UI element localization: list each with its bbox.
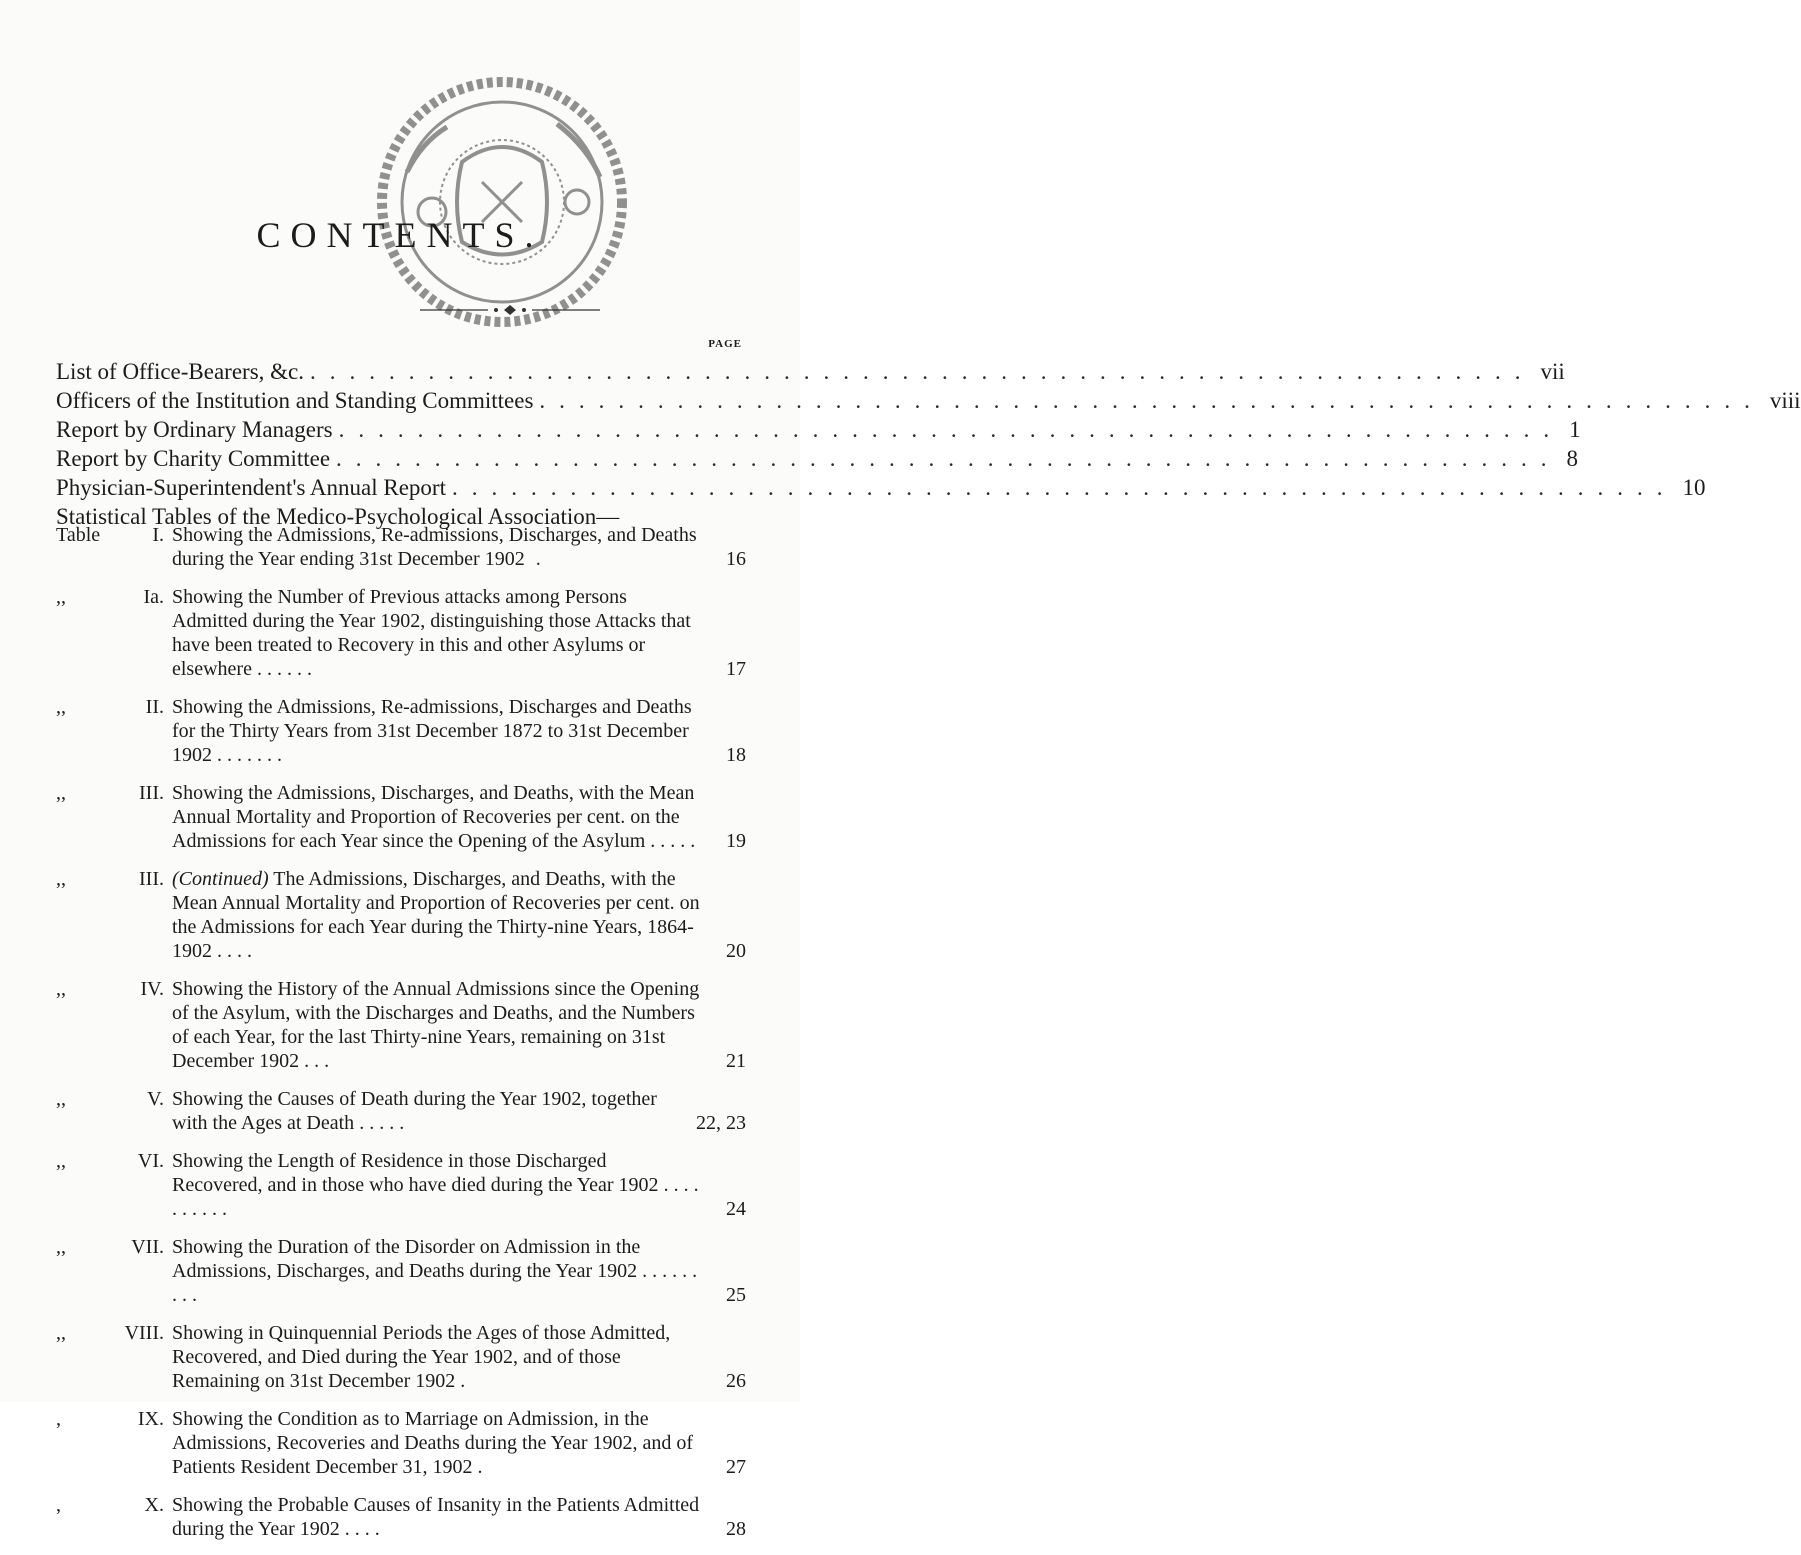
contents-entry (56, 473, 1706, 502)
table-entry (56, 977, 746, 1073)
entry-page: 26 (726, 1370, 746, 1392)
contents-entry (56, 415, 1581, 444)
table-entry (56, 695, 746, 767)
contents-entry (56, 386, 1801, 415)
table-numeral: II. (145, 696, 164, 718)
table-prefix: Table (56, 524, 101, 546)
entry-page: 17 (726, 658, 746, 680)
dot-leader: . . . . . . . . . . (172, 1174, 699, 1220)
table-prefix: , (56, 1494, 61, 1516)
divider-ornament-icon (420, 304, 600, 316)
entry-page: 22, 23 (696, 1112, 746, 1134)
table-numeral: VI. (137, 1150, 164, 1172)
dot-leader: . (477, 1456, 483, 1478)
table-entry (56, 1149, 746, 1221)
entry-label: Officers of the Institution and Standing Committees (56, 388, 534, 413)
table-numeral: VIII. (124, 1322, 164, 1344)
page-title: CONTENTS. (256, 215, 544, 255)
table-description (172, 523, 702, 571)
entry-page: 28 (726, 1518, 746, 1540)
entry-label: List of Office-Bearers, &c. (56, 359, 305, 384)
table-numeral: X. (144, 1494, 164, 1516)
table-entry (56, 1493, 746, 1541)
table-description (172, 977, 702, 1073)
table-description (172, 695, 702, 767)
dot-leader: . . . . (344, 1518, 380, 1540)
table-description (172, 1149, 702, 1221)
table-entry (56, 1321, 746, 1393)
table-entry (56, 1235, 746, 1307)
dot-leader: . (535, 548, 555, 570)
table-numeral: VII. (131, 1236, 164, 1258)
table-text: The Admissions, Discharges, and Deaths, with the Mean Annual Mortality and Proportion of Recoveries per cent. on the Admissions for each Year during the Thirty-nine Years, 1864-1902 (172, 868, 700, 962)
dot-leader: .............................................................. (310, 359, 1535, 384)
dot-leader: . . . . . . . (217, 744, 282, 766)
continued-label: (Continued) (172, 868, 269, 890)
dot-leader: . (460, 1370, 466, 1392)
entry-page: 18 (726, 744, 746, 766)
table-prefix: ,, (56, 782, 66, 804)
entry-page: 16 (726, 548, 746, 570)
table-text: Showing the Condition as to Marriage on Admission, in the Admissions, Recoveries and Deaths during the Year 1902, and of Patients Resident December 31, 1902 (172, 1408, 694, 1478)
table-text: Showing the Probable Causes of Insanity in the Patients Admitted during the Year 1902 (172, 1494, 700, 1540)
entry-page: 20 (726, 940, 746, 962)
table-numeral: V. (147, 1088, 164, 1110)
table-numeral: III. (139, 868, 164, 890)
table-numeral: IV. (140, 978, 164, 1000)
table-prefix: ,, (56, 1150, 66, 1172)
contents-entry (56, 444, 1579, 473)
table-prefix: ,, (56, 1088, 66, 1110)
entry-label: Report by Charity Committee (56, 446, 331, 471)
entry-page: vii (1540, 359, 1565, 384)
table-numeral: I. (152, 524, 164, 546)
statistical-tables-list (56, 523, 746, 1555)
table-text: Showing the Admissions, Re-admissions, Discharges and Deaths for the Thirty Years from 31st December 1872 to 31st December 1902 (172, 696, 692, 766)
dot-leader: . . . (304, 1050, 330, 1072)
table-text: Showing in Quinquennial Periods the Ages of those Admitted, Recovered, and Died during the Year 1902, and of those Remaining on 31st December 1902 (172, 1322, 671, 1392)
table-description (172, 781, 702, 853)
table-prefix: ,, (56, 868, 66, 890)
table-numeral: IX. (137, 1408, 164, 1430)
table-description (172, 1493, 702, 1541)
table-description (172, 1087, 680, 1135)
table-text: Showing the Number of Previous attacks among Persons Admitted during the Year 1902, distinguishing those Attacks that have been treated to Recovery in this and other Asylums or elsewhere (172, 586, 691, 680)
entry-page: 27 (726, 1456, 746, 1478)
table-entry (56, 523, 746, 571)
dot-leader: .............................................................. (539, 388, 1764, 413)
page-column-header: PAGE (708, 338, 742, 350)
table-entry (56, 781, 746, 853)
entry-page: 8 (1566, 446, 1579, 471)
table-entry (56, 585, 746, 681)
dot-leader: . . . . (217, 940, 252, 962)
entry-page: viii (1769, 388, 1801, 413)
table-prefix: ,, (56, 586, 66, 608)
entry-label: Physician-Superintendent's Annual Report (56, 475, 446, 500)
dot-leader: .............................................................. (451, 475, 1677, 500)
table-prefix: ,, (56, 696, 66, 718)
table-text: Showing the Admissions, Re-admissions, Discharges, and Deaths during the Year ending 31st December 1902 (172, 524, 697, 570)
dot-leader: . . . . . . . . . (172, 1260, 698, 1306)
table-description (172, 867, 702, 963)
table-entry (56, 1407, 746, 1479)
table-numeral: Ia. (143, 586, 164, 608)
table-text: Showing the Duration of the Disorder on Admission in the Admissions, Discharges, and Deaths during the Year 1902 (172, 1236, 641, 1282)
table-prefix: ,, (56, 1236, 66, 1258)
table-description (172, 1235, 702, 1307)
entry-label: Report by Ordinary Managers (56, 417, 333, 442)
entry-page: 10 (1682, 475, 1706, 500)
table-description (172, 1321, 702, 1393)
entry-page: 21 (726, 1050, 746, 1072)
entry-page: 25 (726, 1284, 746, 1306)
table-text: Showing the Causes of Death during the Year 1902, together with the Ages at Death (172, 1088, 657, 1134)
dot-leader: .............................................................. (336, 446, 1561, 471)
table-prefix: , (56, 1408, 61, 1430)
table-text: Showing the History of the Annual Admissions since the Opening of the Asylum, with the Discharges and Deaths, and the Numbers of each Year, for the last Thirty-nine Years, remaining on 31st December 1902 (172, 978, 700, 1072)
contents-list (56, 357, 1801, 531)
entry-page: 24 (726, 1198, 746, 1220)
contents-entry (56, 357, 1565, 386)
dot-leader: . . . . . (359, 1112, 405, 1134)
entry-label: Statistical Tables of the Medico-Psychological Association— (56, 504, 620, 529)
table-description (172, 1407, 702, 1479)
table-numeral: III. (139, 782, 164, 804)
entry-page: 19 (726, 830, 746, 852)
table-text: Showing the Admissions, Discharges, and Deaths, with the Mean Annual Mortality and Proportion of Recoveries per cent. on the Admissions for each Year since the Opening of the Asylum (172, 782, 695, 852)
dot-leader: .............................................................. (338, 417, 1564, 442)
dot-leader: . . . . . . (256, 658, 312, 680)
dot-leader: . . . . . (650, 830, 696, 852)
entry-page: 1 (1569, 417, 1581, 442)
table-entry (56, 867, 746, 963)
table-prefix: ,, (56, 978, 66, 1000)
table-entry (56, 1087, 746, 1135)
table-prefix: ,, (56, 1322, 66, 1344)
table-text: Showing the Length of Residence in those Discharged Recovered, and in those who have died during the Year 1902 (172, 1150, 659, 1196)
table-description (172, 585, 702, 681)
